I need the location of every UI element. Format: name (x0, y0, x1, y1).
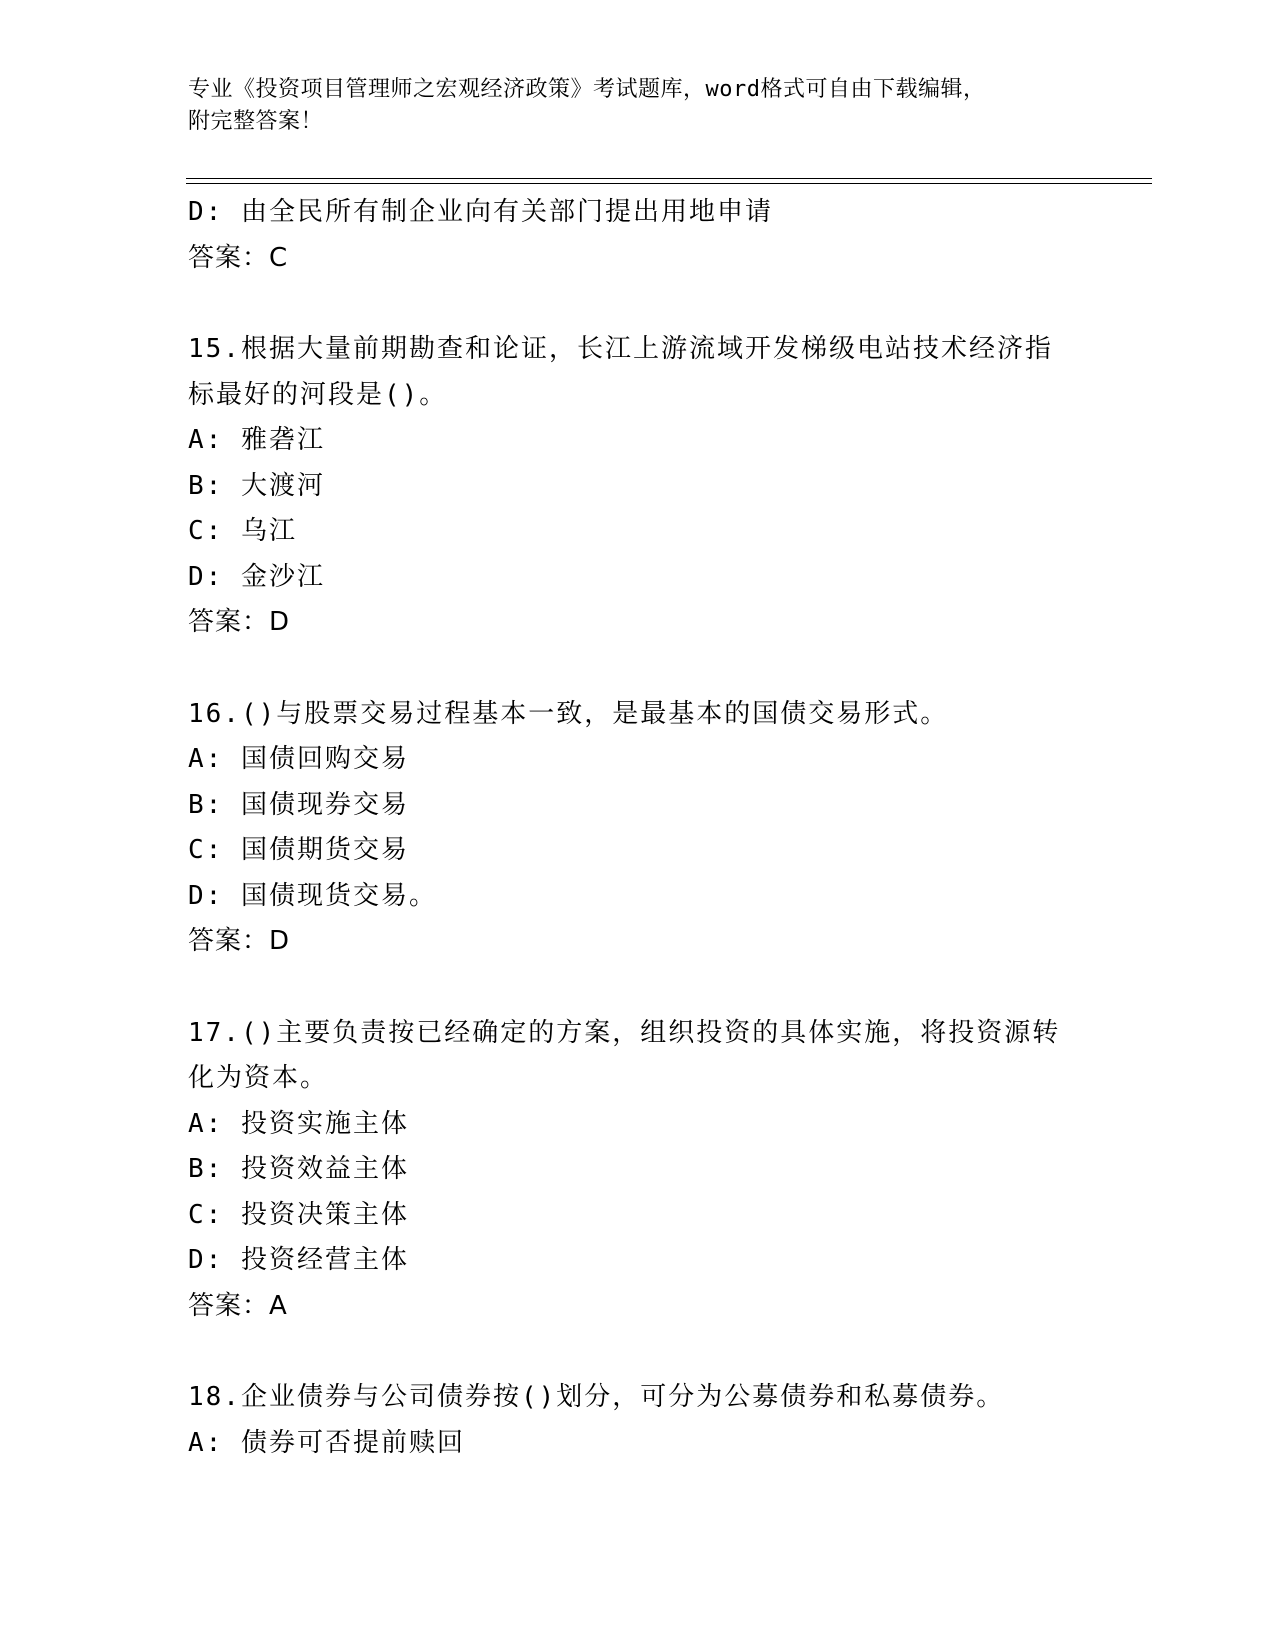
answer-label: 答案：D (188, 607, 291, 637)
document-header (188, 74, 1088, 138)
question-text: 18.企业债券与公司债券按()划分，可分为公募债券和私募债券。 (188, 1382, 1005, 1412)
question-text-cont: 标最好的河段是()。 (188, 379, 448, 410)
option-b: B: 投资效益主体 (188, 1154, 409, 1184)
answer-label: 答案：A (188, 1290, 288, 1321)
spacer (188, 646, 1088, 692)
option-b: B: 国债现券交易 (188, 789, 409, 820)
header-divider-top (186, 178, 1152, 179)
header-divider-bottom (186, 183, 1152, 184)
spacer (188, 965, 1088, 1011)
answer-label: 答案：C (188, 242, 289, 273)
spacer (188, 281, 1088, 327)
option-b: B: 大渡河 (188, 470, 325, 501)
option-c: C: 国债期货交易 (188, 835, 409, 865)
question-list (188, 190, 1088, 1466)
question-18 (188, 1375, 1088, 1466)
question-17 (188, 1011, 1088, 1330)
option-d: D: 国债现货交易。 (188, 880, 437, 911)
question-text-cont: 化为资本。 (188, 1063, 329, 1093)
option-a: A: 国债回购交易 (188, 744, 409, 774)
option-d: D: 投资经营主体 (188, 1245, 409, 1275)
option-c: C: 投资决策主体 (188, 1199, 409, 1230)
option-d: D: 金沙江 (188, 561, 325, 592)
answer-label: 答案：D (188, 926, 291, 956)
spacer (188, 1329, 1088, 1375)
option-a: A: 雅砻江 (188, 425, 325, 455)
question-text: 16.()与股票交易过程基本一致，是最基本的国债交易形式。 (188, 698, 949, 729)
question-text: 17.()主要负责按已经确定的方案，组织投资的具体实施，将投资源转 (188, 1017, 1061, 1048)
question-16 (188, 692, 1088, 965)
question-15 (188, 327, 1088, 646)
header-line-1: 专业《投资项目管理师之宏观经济政策》考试题库，word格式可自由下载编辑， (188, 77, 986, 102)
question-text: 15.根据大量前期勘查和论证，长江上游流域开发梯级电站技术经济指 (188, 334, 1053, 364)
option-a: A: 债券可否提前赎回 (188, 1427, 465, 1458)
option-d: D: 由全民所有制企业向有关部门提出用地申请 (188, 197, 773, 227)
header-line-2: 附完整答案！ (188, 109, 324, 134)
option-a: A: 投资实施主体 (188, 1108, 409, 1139)
option-c: C: 乌江 (188, 516, 297, 546)
